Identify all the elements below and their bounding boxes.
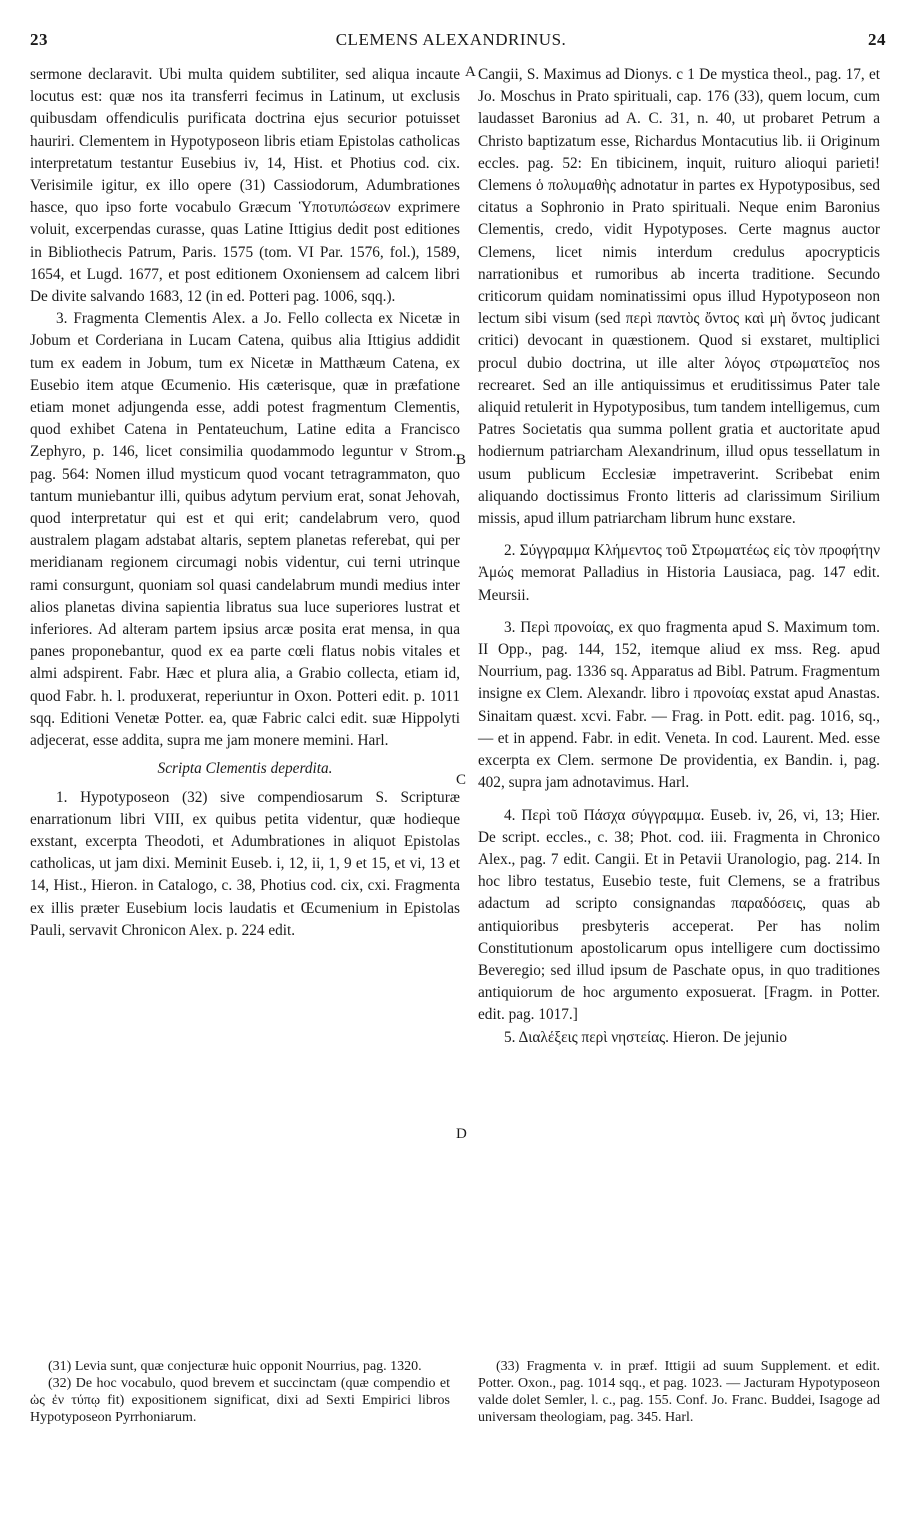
right-paragraph-3: 3. Περὶ προνοίας, ex quo fragmenta apud S. Maximum tom. II Opp., pag. 144, 152, itemque aliud ex mss. Reg. apud Nourrium, pag. 1336 sq. Apparatus ad Bibl. Patrum. Fragmentum insigne ex Clem. Alexandr. libro i προνοίας exstat apud Anastas. Sinaitam quæst. xcvi. Fabr. — Frag. in Pott. edit. pag. 1016, sq., — et in append. Fabr. in edit. Veneta. In cod. Laurent. Med. esse excerpta ex Clem. sermone De providentia, ex Bandin. i, pag. 402, supra jam adnotavimus. Harl. bbox=[478, 618, 880, 792]
section-heading: Scripta Clementis deperdita. bbox=[157, 760, 333, 778]
column-marker-d: D bbox=[456, 1126, 467, 1142]
right-paragraph-5: 5. Διαλέξεις περὶ νηστείας. Hieron. De jejunio bbox=[504, 1028, 788, 1046]
footnotes-right bbox=[478, 1358, 880, 1426]
left-paragraph-1: sermone declaravit. Ubi multa quidem subtiliter, sed aliqua incaute locutus est: quæ nos ita transferri fecimus in Latinum, ut exclusis quibusdam offendiculis purificata doctrina ejus securior potuisset hauriri. Clementem in Hypotyposeon libris etiam Epistolas catholicas interpretatum testantur Eusebius iv, 14, Hist. et Photius cod. cix. Verisimile igitur, ex illo opere (31) Cassiodorum, Adumbrationes hasce, quo ipso forte vocabulo Græcum Ὑποτυπώσεων exprimere voluit, excerpendas curasse, quas Latine Ittigius dedit post editiones in Bibliothecis Patrum, Paris. 1575 (tom. VI Par. 1576, fol.), 1589, 1654, et Lugd. 1677, et post editionem Oxoniensem ad calcem libri De divite salvando 1683, 12 (in ed. Potteri pag. 1006, sqq.). bbox=[30, 66, 460, 306]
page-number-right: 24 bbox=[868, 30, 886, 49]
column-marker-a: A bbox=[465, 64, 476, 80]
running-title: CLEMENS ALEXANDRINUS. bbox=[335, 30, 567, 49]
column-marker-c: C bbox=[456, 772, 467, 788]
footnote-32: (32) De hoc vocabulo, quod brevem et succinctam (quæ compendio et ὡς ἐν τύπῳ fit) expositionem significat, dixi ad Sexti Empirici libros Hypotyposeon Pyrrhoniarum. bbox=[30, 1376, 450, 1425]
page-number-left: 23 bbox=[30, 30, 48, 49]
footnotes-left bbox=[30, 1358, 450, 1426]
right-paragraph-2: 2. Σύγγραμμα Κλήμεντος τοῦ Στρωματέως εἰς τὸν προφήτην Ἀμώς memorat Palladius in Historia Lausiaca, pag. 147 edit. Meursii. bbox=[478, 542, 880, 604]
footnote-33: (33) Fragmenta v. in præf. Ittigii ad suum Supplement. et edit. Potter. Oxon., pag. 1014 sqq., et pag. 1023. — Jacturam Hypotyposeon valde dolet Semler, l. c., pag. 155. Conf. Jo. Franc. Buddei, Isagoge ad universam theologiam, pag. 345. Harl. bbox=[478, 1359, 880, 1425]
footnote-31: (31) Levia sunt, quæ conjecturæ huic opponit Nourrius, pag. 1320. bbox=[48, 1359, 422, 1374]
left-column bbox=[30, 64, 460, 942]
column-marker-b: B bbox=[456, 452, 467, 468]
left-paragraph-3: 1. Hypotyposeon (32) sive compendiosarum S. Scripturæ enarrationum libri VIII, ex quibus petita videntur, quæ hodieque exstant, excerpta Theodoti, et Adumbrationes in aliquot Epistolas catholicas, ut jam dixi. Meminit Euseb. i, 12, ii, 1, 9 et 15, et vi, 13 et 14, Hist., Hieron. in Catalogo, c. 38, Photius cod. cix, cxi. Fragmenta ex illis præter Eusebium locis laudatis et Œcumenium in Epistolas Pauli, servavit Chronicon Alex. p. 224 edit. bbox=[30, 788, 460, 939]
right-paragraph-4: 4. Περὶ τοῦ Πάσχα σύγγραμμα. Euseb. iv, 26, vi, 13; Hier. De script. eccles., c. 38; Phot. cod. iii. Fragmenta in Chronico Alex., pag. 7 edit. Cangii. Et in Petavii Uranologio, pag. 214. In hoc libro testatus, Eusebio teste, fuit Clemens, se a fratribus adactum ad scripto consignandas παραδόσεις, quas ab antiquioribus presbyteris acceperat. Per has nolim Constitutionum apostolicarum opus intelligere cum doctissimo Beveregio; sed illud ipsum de Paschate opus, in quo traditiones antiquiorum de hoc argumento exposuerat. [Fragm. in Potter. edit. pag. 1017.] bbox=[478, 806, 880, 1024]
left-paragraph-2: 3. Fragmenta Clementis Alex. a Jo. Fello collecta ex Nicetæ in Jobum et Corderiana in Lucam Catena, quibus alia Ittigius addidit tum ex eadem in Jobum, tum ex Nicetæ in Matthæum Catena, ex Eusebio item atque Œcumenio. His cæterisque, quæ in præfatione etiam monet adjungenda esse, addi potest fragmentum Clementis, quod exhibet Catena in Pentateuchum, Latine edita a Francisco Zephyro, p. 146, licet consimilia quodammodo leguntur v Strom., pag. 564: Nomen illud mysticum quod vocant tetragrammaton, quo tantum muniebantur illi, quibus adytum pervium erat, sonat Jehovah, quod interpretatur qui est et qui erit; candelabrum vero, quod australem plagam adstabat altaris, septem planetas referebat, qui per meridianam regionem circumagi nobis videntur, cui terni utrinque rami consurgunt, quoniam sol quasi candelabrum mundi medius inter alios planetas divina sapientia libratus sua luce superiores lustrat et inferiores. Ad alteram partem ipsius arcæ posita erat mensa, in qua panes proponebantur, quod ex ea parte cœli flatus nobis vitales et almi adspirent. Fabr. Hæc et plura alia, a Grabio collecta, etiam id, quod Fabr. h. l. produxerat, reperiuntur in Oxon. Potteri edit. p. 1011 sqq. Editioni Venetæ Potter. ea, quæ Fabric calci edit. suæ Hippolyti adjecerat, esse addita, supra me jam monere memini. Harl. bbox=[30, 310, 460, 750]
right-column bbox=[478, 64, 880, 1049]
right-paragraph-1: Cangii, S. Maximus ad Dionys. c 1 De mystica theol., pag. 17, et Jo. Moschus in Prato spirituali, cap. 176 (33), quem locum, cum laudasset Baronius ad A. C. 31, n. 40, ut probaret Petrum a Christo baptizatum esse, Richardus Montacutius lib. ii Originum eccles. pag. 52: En tibicinem, inquit, ruituro alioqui parieti! Clemens ὁ πολυμαθὴς adnotatur in partes ex Hypotyposibus, sed citatus a Sophronio in Prato spirituali. Neque enim Baronius Clementis, credo, vidit Hypotyposes. Certe magnus auctor Clemens, licet nimis interdum credulus apocrypticis narrationibus et rumoribus ab incerta traditione. Secundo criticorum quidam nominatissimi opus illud Hypotyposeon non lectum sibi visum (sed περὶ παντὸς ὄντος καὶ μὴ ὄντος judicant critici) devocant in quæstionem. Quod si exstaret, multiplici procul dubio doctrina, ut ille alter λόγος στρωματεῖος nos recrearet. Sed an ille antiquissimus et eruditissimus Pater tale aliquid retulerit in Hypotyposibus, tum tandem intelligemus, cum Patres Societatis qua summa pollent gratia et auctoritate apud hodiernum patriarcham Alexandrinum, illud opus tessellatum in usum publicum Ecclesiæ impetraverint. Scribebat enim aliquando doctissimus Fronto litteris ad clarissimum Sirilium missis, apud illum patriarcham librum hunc exstare. bbox=[478, 66, 880, 528]
